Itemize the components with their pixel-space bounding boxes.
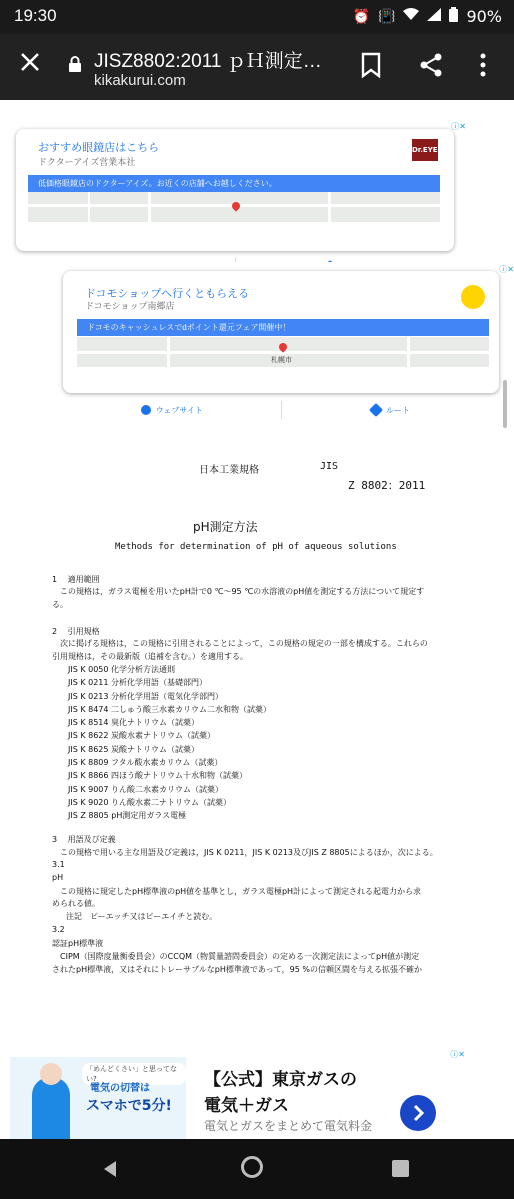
definition-term: pH: [52, 873, 64, 882]
ad-map[interactable]: [77, 337, 489, 367]
ad-next-button[interactable]: [400, 1095, 436, 1131]
paragraph: められる値。: [52, 899, 100, 908]
ad-actions: [63, 401, 499, 419]
doc-jis: JIS: [320, 461, 339, 472]
status-icons: [353, 7, 502, 26]
paragraph: CIPM（国際度量衡委員会）のCCQM（物質量諮問委員会）の定める一次測定法によってpH値が測定: [60, 952, 420, 961]
ad-block-docomo: [52, 262, 514, 415]
person-illustration: [32, 1077, 70, 1139]
note: 注記 ピーエッチ又はピーエイチと読む。: [66, 912, 218, 921]
reference-item: JIS K 8514 臭化ナトリウム（試薬）: [68, 718, 199, 728]
back-icon[interactable]: [100, 1159, 120, 1183]
ad-description: 電気とガスをまとめて電気料金: [204, 1119, 373, 1133]
ad-choices-icon[interactable]: ⓘ✕: [451, 122, 466, 131]
ad-choices-icon[interactable]: ⓘ✕: [499, 265, 514, 274]
definition-number: 3.2: [52, 925, 65, 934]
section-heading: 3 用語及び定義: [52, 835, 116, 844]
reference-item: JIS K 8866 四ほう酸ナトリウム十水和物（試薬）: [68, 771, 247, 781]
ad-bubble: 「めんどくさい」と思ってない?: [82, 1063, 186, 1085]
section-heading: 2 引用規格: [52, 627, 100, 636]
reference-item: JIS K 8625 炭酸ナトリウム（試薬）: [68, 744, 199, 754]
reference-item: JIS K 8622 炭酸水素ナトリウム（試薬）: [68, 731, 215, 741]
ad-block-eyeglasses: [4, 118, 468, 260]
paragraph: る。: [52, 600, 68, 609]
recents-icon[interactable]: [392, 1160, 409, 1177]
map-pin-icon: [230, 200, 241, 211]
battery-icon: [449, 7, 458, 26]
reference-item: JIS K 0050 化学分析方法通則: [68, 665, 176, 674]
ad-card[interactable]: [63, 271, 499, 415]
close-icon[interactable]: [18, 50, 46, 78]
system-nav-bar: [0, 1139, 514, 1199]
reference-item: JIS Z 8805 pH測定用ガラス電極: [68, 811, 187, 821]
doc-title: pH測定方法: [193, 520, 258, 534]
definition-term: 認証pH標準液: [52, 939, 104, 948]
wifi-icon: [403, 8, 419, 25]
map-label: 札幌市: [271, 356, 292, 364]
battery-percent: 90%: [466, 7, 502, 26]
paragraph: 次に掲げる規格は，この規格に引用されることによって，この規格の規定の一部を構成する。これらの: [60, 639, 428, 648]
bottom-ad[interactable]: [0, 1049, 467, 1139]
reference-item: JIS K 8809 フタル酸水素カリウム（試薬）: [68, 758, 223, 768]
reference-item: JIS K 9020 りん酸水素二ナトリウム（試薬）: [68, 797, 231, 807]
ad-promo-line2: スマホで5分!: [86, 1098, 172, 1114]
ad-card[interactable]: [16, 129, 454, 251]
more-options-icon[interactable]: [478, 52, 488, 78]
reference-item: JIS K 0213 分析化学用語（電気化学部門）: [68, 691, 224, 701]
advertiser-logo: [461, 285, 485, 309]
ad-promo-line1: 電気の切替は: [90, 1083, 150, 1094]
ad-title[interactable]: 【公式】東京ガスの: [204, 1070, 357, 1089]
route-label: ルート: [385, 405, 410, 415]
definition-number: 3.1: [52, 860, 65, 869]
paragraph: 引用規格は，その最新版（追補を含む。）を適用する。: [52, 652, 248, 661]
directions-icon: [369, 403, 383, 417]
lock-icon: [68, 56, 82, 72]
ad-title[interactable]: おすすめ眼鏡店はこちら: [38, 142, 160, 154]
alarm-icon: ⏰: [352, 8, 370, 25]
browser-toolbar: [0, 34, 514, 100]
chevron-right-icon: [400, 1095, 436, 1131]
doc-subtitle: Methods for determination of pH of aqueous solutions: [115, 542, 397, 552]
signal-icon: [427, 8, 441, 25]
doc-code: Z 8802：2011: [348, 479, 426, 492]
website-label: ウェブサイト: [155, 405, 203, 415]
ad-banner[interactable]: 低価格眼鏡店のドクターアイズ。お近くの店舗へお越しください。: [28, 175, 440, 192]
paragraph: この規格で用いる主な用語及び定義は，JIS K 0211，JIS K 0213及びJIS Z 8805によるほか，次による。: [60, 848, 438, 857]
paragraph: この規格に規定したpH標準液のpH値を基準とし，ガラス電極pH計によって測定される起電力から求: [60, 887, 422, 896]
ad-banner[interactable]: ドコモのキャッシュレスでdポイント還元フェア開催中！: [77, 319, 489, 336]
ad-title[interactable]: ドコモショップへ行くともらえる: [85, 288, 250, 300]
ad-advertiser: ドコモショップ南郷店: [85, 301, 175, 311]
website-button[interactable]: [63, 401, 281, 419]
globe-icon: [141, 405, 151, 415]
home-icon[interactable]: [241, 1156, 263, 1178]
ad-map[interactable]: [28, 192, 440, 222]
person-face: [40, 1063, 62, 1085]
status-bar: [0, 0, 514, 34]
advertiser-logo: Dr.EYEs: [412, 139, 438, 161]
share-icon[interactable]: [418, 52, 444, 78]
reference-item: JIS K 0211 分析化学用語（基礎部門）: [68, 678, 208, 688]
ad-title-line2[interactable]: 電気＋ガス: [204, 1096, 289, 1115]
reference-item: JIS K 9007 りん酸二水素カリウム（試薬）: [68, 784, 223, 794]
ad-image[interactable]: [10, 1057, 186, 1139]
vibrate-icon: 📳: [378, 8, 396, 25]
doc-org: 日本工業規格: [199, 465, 259, 476]
route-button[interactable]: [281, 401, 500, 419]
reference-item: JIS K 8474 二しゅう酸三水素カリウム二水和物（試薬）: [68, 704, 271, 714]
page-title[interactable]: JISZ8802:2011 ｐＨ測定…: [94, 51, 322, 72]
bookmark-icon[interactable]: [360, 52, 382, 78]
paragraph: されたpH標準液，又はそれにトレーサブルなpH標準液であって，95 %の信頼区間を与える拡張不確か: [52, 965, 422, 974]
ad-choices-icon[interactable]: ⓘ✕: [450, 1050, 465, 1059]
section-heading: 1 適用範囲: [52, 575, 100, 584]
status-time: 19:30: [14, 6, 57, 25]
scrollbar[interactable]: [503, 380, 507, 428]
reference-list: [68, 663, 271, 823]
page-url[interactable]: kikakurui.com: [94, 72, 186, 89]
paragraph: この規格は，ガラス電極を用いたpH計で0 ℃～95 ℃の水溶液のpH値を測定する方法について規定す: [60, 587, 425, 596]
ad-advertiser: ドクターアイズ営業本社: [38, 157, 136, 167]
